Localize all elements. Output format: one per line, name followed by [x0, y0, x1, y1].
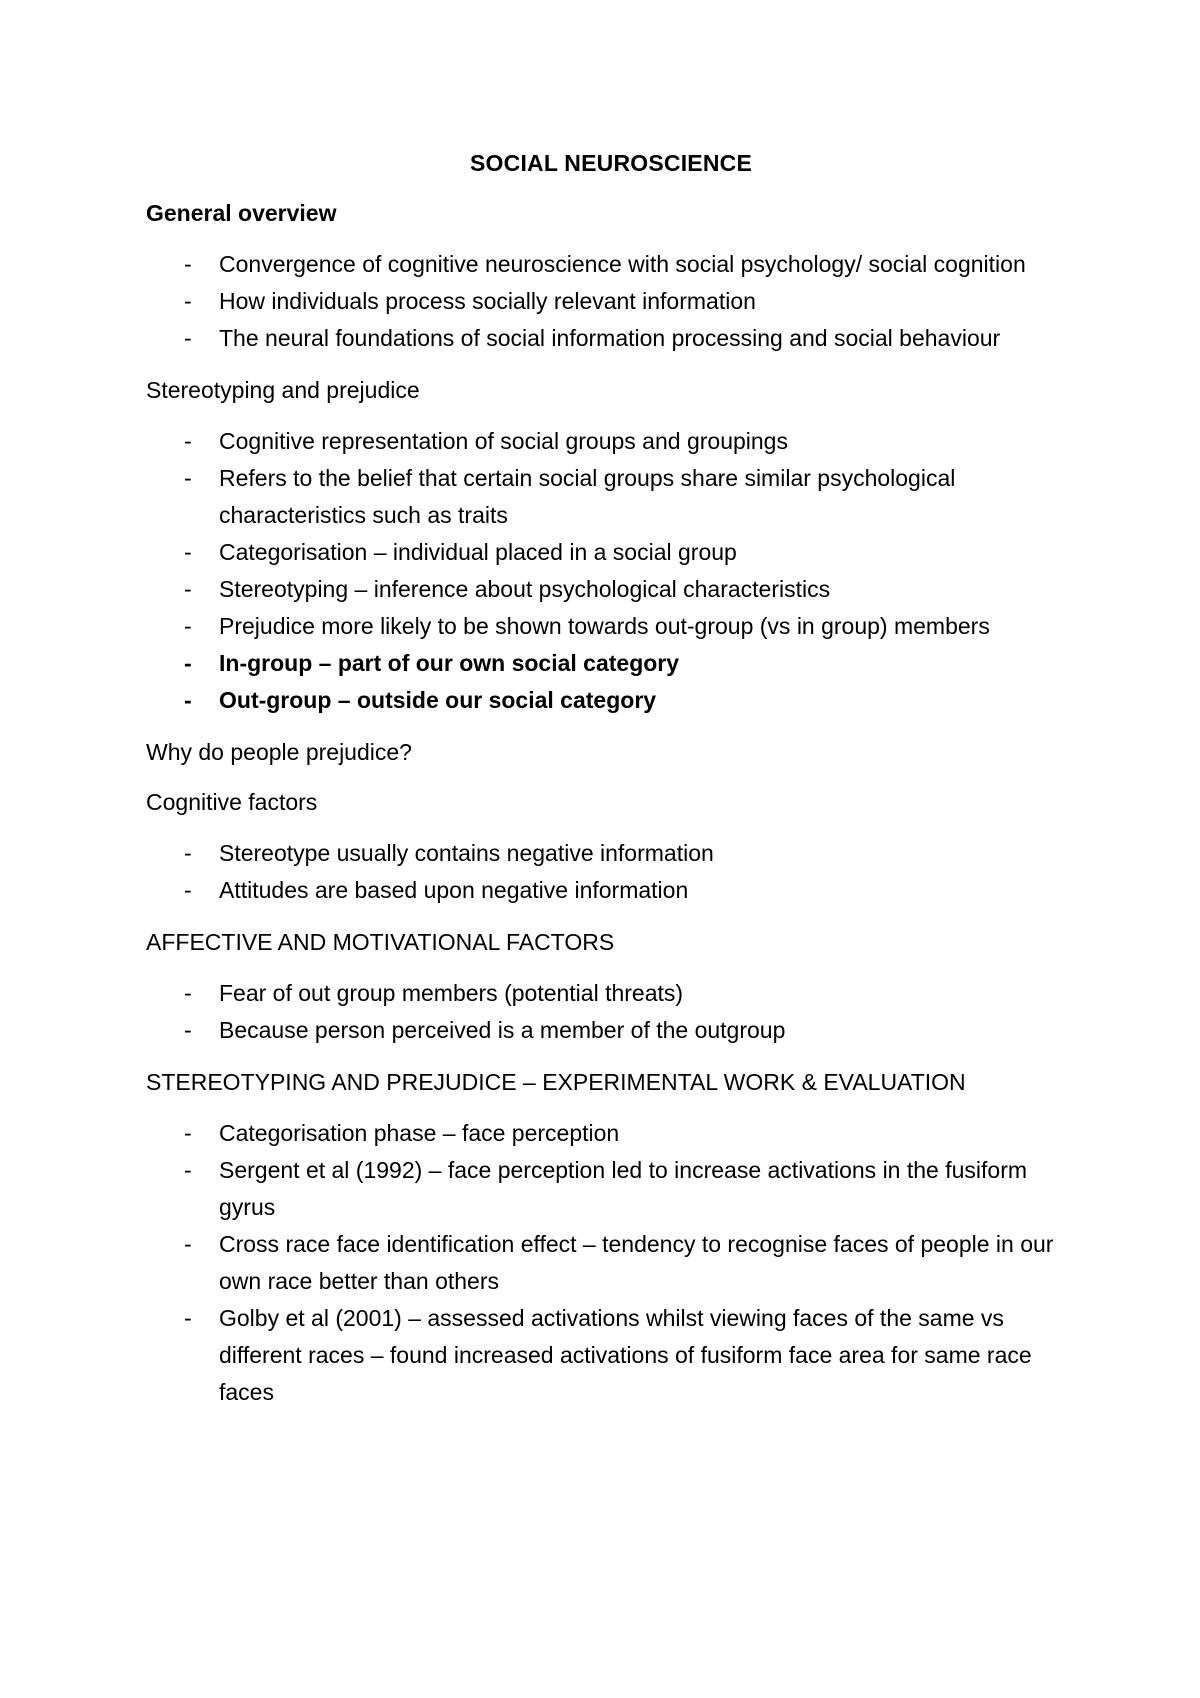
- list-item: [146, 534, 1076, 571]
- section-heading: AFFECTIVE AND MOTIVATIONAL FACTORS: [146, 929, 615, 955]
- bullet-dash: -: [184, 1120, 192, 1146]
- list-item: [146, 975, 1076, 1012]
- list-item-text: Cognitive representation of social groups and groupings: [219, 428, 788, 454]
- bullet-list: [146, 423, 1076, 719]
- list-item: [146, 1300, 1076, 1411]
- bullet-dash: -: [184, 576, 192, 602]
- bullet-dash: -: [184, 877, 192, 903]
- bullet-dash: -: [184, 980, 192, 1006]
- list-item: [146, 320, 1076, 357]
- bullet-list: [146, 835, 1076, 909]
- bullet-dash: -: [184, 428, 192, 454]
- list-item: [146, 645, 1076, 682]
- list-item: [146, 872, 1076, 909]
- section-heading: General overview: [146, 200, 337, 226]
- section-heading: Why do people prejudice?: [146, 739, 412, 765]
- list-item-text: Cross race face identification effect – tendency to recognise faces of people in our own race better than others: [219, 1231, 1054, 1294]
- section-heading: Cognitive factors: [146, 789, 318, 815]
- list-item: [146, 1226, 1076, 1300]
- list-item-text: Because person perceived is a member of the outgroup: [219, 1017, 786, 1043]
- list-item-text: Prejudice more likely to be shown towards out-group (vs in group) members: [219, 613, 990, 639]
- list-item-text: Out-group – outside our social category: [219, 687, 657, 713]
- list-item: [146, 283, 1076, 320]
- list-item-text: Sergent et al (1992) – face perception led to increase activations in the fusiform gyrus: [219, 1157, 1028, 1220]
- list-item-text: Attitudes are based upon negative information: [219, 877, 689, 903]
- bullet-dash: -: [184, 465, 192, 491]
- list-item-text: Convergence of cognitive neuroscience with social psychology/ social cognition: [219, 251, 1026, 277]
- list-item-text: In-group – part of our own social category: [219, 650, 680, 676]
- list-item-text: Fear of out group members (potential threats): [219, 980, 684, 1006]
- list-item-text: Categorisation phase – face perception: [219, 1120, 620, 1146]
- list-item: [146, 682, 1076, 719]
- list-item: [146, 1012, 1076, 1049]
- list-item: [146, 1152, 1076, 1226]
- bullet-dash: -: [184, 1017, 192, 1043]
- bullet-dash: -: [184, 288, 192, 314]
- bullet-dash: -: [184, 539, 192, 565]
- bullet-dash: -: [184, 840, 192, 866]
- list-item-text: Stereotype usually contains negative information: [219, 840, 714, 866]
- list-item-text: Categorisation – individual placed in a social group: [219, 539, 737, 565]
- document-body: [146, 196, 1076, 1411]
- list-item: [146, 1115, 1076, 1152]
- list-item: [146, 608, 1076, 645]
- list-item-text: Stereotyping – inference about psychological characteristics: [219, 576, 831, 602]
- list-item: [146, 423, 1076, 460]
- list-item-text: The neural foundations of social information processing and social behaviour: [219, 325, 1001, 351]
- bullet-list: [146, 246, 1076, 357]
- list-item-text: How individuals process socially relevant information: [219, 288, 756, 314]
- bullet-dash: -: [184, 325, 192, 351]
- section-heading: STEREOTYPING AND PREJUDICE – EXPERIMENTAL WORK & EVALUATION: [146, 1069, 966, 1095]
- bullet-dash: -: [184, 251, 192, 277]
- bullet-list: [146, 1115, 1076, 1411]
- list-item: [146, 246, 1076, 283]
- list-item: [146, 460, 1076, 534]
- bullet-list: [146, 975, 1076, 1049]
- document-page: [146, 146, 1076, 1427]
- bullet-dash: -: [184, 613, 192, 639]
- bullet-dash: -: [184, 1157, 192, 1183]
- list-item: [146, 835, 1076, 872]
- bullet-dash: -: [184, 687, 192, 713]
- bullet-dash: -: [184, 1231, 192, 1257]
- list-item-text: Golby et al (2001) – assessed activations whilst viewing faces of the same vs different races – found increased activations of fusiform face area for same race faces: [219, 1305, 1032, 1405]
- bullet-dash: -: [184, 650, 192, 676]
- section-heading: Stereotyping and prejudice: [146, 377, 420, 403]
- bullet-dash: -: [184, 1305, 192, 1331]
- list-item-text: Refers to the belief that certain social groups share similar psychological characteristics such as traits: [219, 465, 956, 528]
- document-title: SOCIAL NEUROSCIENCE: [470, 150, 752, 176]
- list-item: [146, 571, 1076, 608]
